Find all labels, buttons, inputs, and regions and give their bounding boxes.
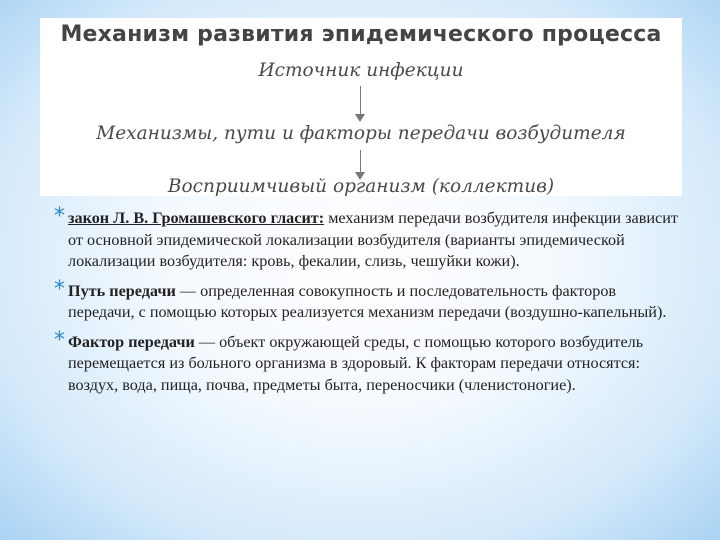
scheme-image bbox=[40, 18, 682, 196]
bullet-term: закон Л. В. Громашевского гласит: bbox=[68, 209, 325, 227]
arrow-down-icon bbox=[353, 86, 367, 122]
bullet-text: — определенная совокупность и последовательность факторов передачи, с помощью которых реализуется механизм передачи (воздушно-капельный). bbox=[68, 281, 667, 321]
bullet-transmission-factor bbox=[54, 327, 678, 397]
bullet-star-icon: * bbox=[54, 327, 65, 353]
bullet-transmission-route bbox=[54, 276, 678, 324]
scheme-step-transmission: Механизмы, пути и факторы передачи возбудителя bbox=[96, 123, 626, 144]
bullet-text: — объект окружающей среды, с помощью которого возбудитель перемещается из больного организма в здоровый. К факторам передачи относятся: воздух, вода, пища, почва, предметы быта, переносчики (членистоногие). bbox=[68, 332, 644, 394]
bullet-text: механизм передачи возбудителя инфекции зависит от основной эпидемической локализации возбудителя (варианты эпидемической локализации возбудителя: кровь, фекалии, слизь, чешуйки кожи). bbox=[68, 209, 678, 270]
scheme-step-infection-source: Источник инфекции bbox=[258, 60, 464, 81]
scheme-title: Механизм развития эпидемического процесса bbox=[60, 22, 662, 47]
scheme-step-susceptible-organism: Восприимчивый организм (коллектив) bbox=[167, 176, 555, 197]
bullet-star-icon: * bbox=[54, 204, 65, 229]
bullet-star-icon: * bbox=[54, 276, 65, 302]
bullet-term: Фактор передачи bbox=[68, 332, 195, 351]
bullet-term: Путь передачи bbox=[68, 281, 176, 300]
bullet-list bbox=[54, 204, 678, 404]
bullet-gromashevsky-law bbox=[54, 204, 678, 273]
